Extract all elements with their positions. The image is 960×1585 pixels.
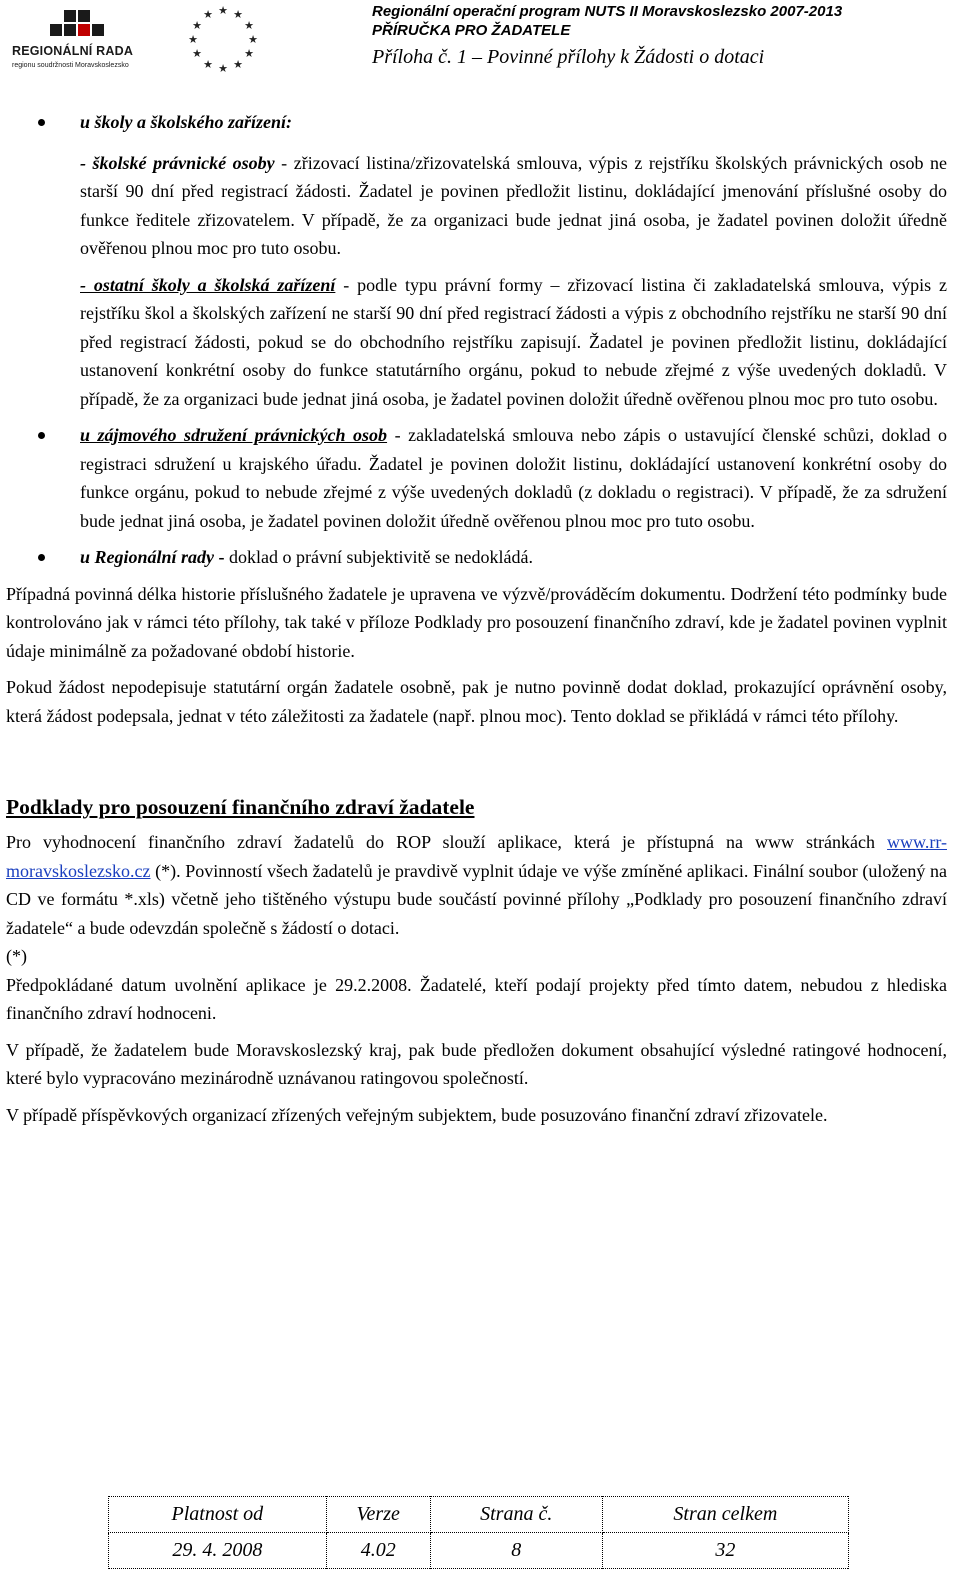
svg-text:★: ★: [203, 9, 213, 21]
logo-subtitle: regionu soudržnosti Moravskoslezsko: [12, 62, 129, 69]
financial-health-text-after: (*). Povinností všech žadatelů je pravdivě vyplnit údaje ve výše zmíněné aplikaci. Finální soubor (uložený na CD ve formátu *.xls) včetně jeho tištěného výstupu bude součástí povinné přílohy „Podklady pro posouzení finančního zdraví žadatele“ a bude odevzdán společně s žádostí o dotaci.: [6, 860, 947, 938]
list-item-regional: [6, 543, 947, 572]
history-paragraph: Případná povinná délka historie příslušného žadatele je upravena ve výzvě/prováděcím dokumentu. Dodržení této podmínky bude kontrolováno jak v rámci této přílohy, tak také v příloze Podklady pro posouzení finančního zdraví, kde je žadatel povinen vyplnit údaje minimálně za požadované období historie.: [6, 583, 947, 661]
schools-other-text: - podle typu právní formy – zřizovací listina či zakladatelská smlouva, výpis z rejstříku škol a školských zařízení ne starší 90 dní před registrací žádosti a výpis z obchodního rejstříku ne starší 90 dní před registrací žádosti, pokud se do obchodního rejstříku zapisují. Žadatel je povinen předložit listinu, dokládající ustanovení konkrétní osoby do funkce statutárního orgánu, pokud to nebude zřejmé z výše uvedených dokladů. V případě, že za organizaci bude jednat jiná osoba, je žadatel povinen doložit úředně ověřenou plnou moc pro tuto osobu.: [80, 274, 947, 409]
table-cell-valid-from: 29. 4. 2008: [109, 1533, 327, 1569]
svg-text:★: ★: [244, 48, 254, 60]
bullet-icon: [38, 119, 45, 126]
svg-text:★: ★: [192, 48, 202, 60]
page-header: [0, 0, 960, 80]
table-header-version: Verze: [326, 1497, 430, 1533]
footnote-paragraph: Předpokládané datum uvolnění aplikace je 29.2.2008. Žadatelé, kteří podají projekty před tímto datem, nebudou z hlediska finančního zdraví hodnoceni.: [6, 974, 947, 1023]
svg-text:★: ★: [218, 5, 228, 17]
association-label: u zájmového sdružení právnických osob: [80, 425, 388, 445]
schools-legal-text: - zřizovací listina/zřizovatelská smlouva, výpis z rejstříku školských právnických osob ne starší 90 dní před registrací žádosti. Žadatel je povinen předložit listinu, dokládající jmenování příslušné osoby do funkce ředitele zřizovatelem. V případě, že za organizaci bude jednat jiná osoba, je žadatel povinen doložit úředně ověřenou plnou moc pro tuto osobu.: [80, 152, 947, 258]
signature-paragraph: Pokud žádost nepodepisuje statutární orgán žadatele osobně, pak je nutno povinně dodat doklad, prokazující oprávnění osoby, která žádost podepsala, jednat v této záležitosti za žadatele (např. plnou moc). Tento doklad se přikládá v rámci této přílohy.: [6, 677, 947, 726]
regional-text: doklad o právní subjektivitě se nedokládá.: [229, 547, 533, 567]
financial-health-paragraph: [6, 828, 947, 942]
table-cell-page: 8: [430, 1533, 602, 1569]
association-text: - zakladatelská smlouva nebo zápis o ustavující členské schůzi, doklad o registraci sdružení u krajského úřadu. Žadatel je povinen doložit listinu, dokládající ustanovení konkrétní osoby do funkce orgánu, pokud to nebude zřejmé z výše uvedených dokladů (z dokladu o registraci). V případě, že za sdružení bude jednat jiná osoba, je žadatel povinen doložit úředně ověřenou plnou moc pro tuto osobu.: [80, 425, 947, 531]
svg-text:★: ★: [188, 34, 198, 46]
document-header-text: [372, 2, 952, 70]
svg-text:★: ★: [192, 20, 202, 32]
schools-other-label: - ostatní školy a školská zařízení: [80, 274, 336, 295]
list-item-association: [6, 421, 947, 535]
table-cell-total-pages: 32: [602, 1533, 848, 1569]
eu-flag-icon: [178, 2, 268, 74]
rr-moravskoslezsko-link[interactable]: www.rr-moravskoslezsko.cz: [6, 832, 947, 881]
regional-dash: -: [214, 547, 230, 567]
svg-text:★: ★: [233, 9, 243, 21]
table-header-total-pages: Stran celkem: [602, 1497, 848, 1533]
document-body: [6, 108, 947, 1129]
table-cell-version: 4.02: [326, 1533, 430, 1569]
svg-text:★: ★: [244, 20, 254, 32]
logo-title: REGIONÁLNÍ RADA: [12, 44, 134, 58]
svg-text:★: ★: [203, 59, 213, 71]
contributory-paragraph: V případě příspěvkových organizací zřízených veřejným subjektem, bude posuzováno finanční zdraví zřizovatele.: [6, 1104, 828, 1125]
bullet-icon: [38, 432, 45, 439]
regional-label: u Regionální rady: [80, 547, 215, 567]
schools-other-paragraph: [6, 271, 947, 414]
annex-title: Příloha č. 1 – Povinné přílohy k Žádosti o dotaci: [372, 46, 765, 68]
table-header-valid-from: Platnost od: [109, 1497, 327, 1533]
document-info-table: [108, 1496, 849, 1569]
region-paragraph: V případě, že žadatelem bude Moravskoslezský kraj, pak bude předložen dokument obsahující výsledné ratingové hodnocení, které bylo vypracováno mezinárodně uznávanou ratingovou společností.: [6, 1039, 947, 1088]
schools-legal-paragraph: [6, 149, 947, 263]
table-header-page: Strana č.: [430, 1497, 602, 1533]
svg-text:★: ★: [248, 34, 258, 46]
svg-text:★: ★: [233, 59, 243, 71]
schools-legal-label: - školské právnické osoby: [80, 152, 275, 173]
section-heading: Podklady pro posouzení finančního zdraví žadatele: [6, 795, 475, 819]
table-row: [109, 1497, 849, 1533]
program-title: Regionální operační program NUTS II Moravskoslezsko 2007-2013: [372, 3, 843, 20]
bullet-icon: [38, 554, 45, 561]
svg-text:★: ★: [218, 63, 228, 74]
table-row: [109, 1533, 849, 1569]
schools-title: u školy a školského zařízení:: [80, 112, 293, 132]
regional-council-logo: [6, 4, 156, 74]
financial-health-text-before: Pro vyhodnocení finančního zdraví žadatelů do ROP slouží aplikace, která je přístupná na www stránkách: [6, 832, 888, 852]
guide-title: PŘÍRUČKA PRO ŽADATELE: [372, 22, 571, 39]
list-item-schools: [6, 108, 947, 137]
footnote-mark: (*): [6, 946, 27, 966]
